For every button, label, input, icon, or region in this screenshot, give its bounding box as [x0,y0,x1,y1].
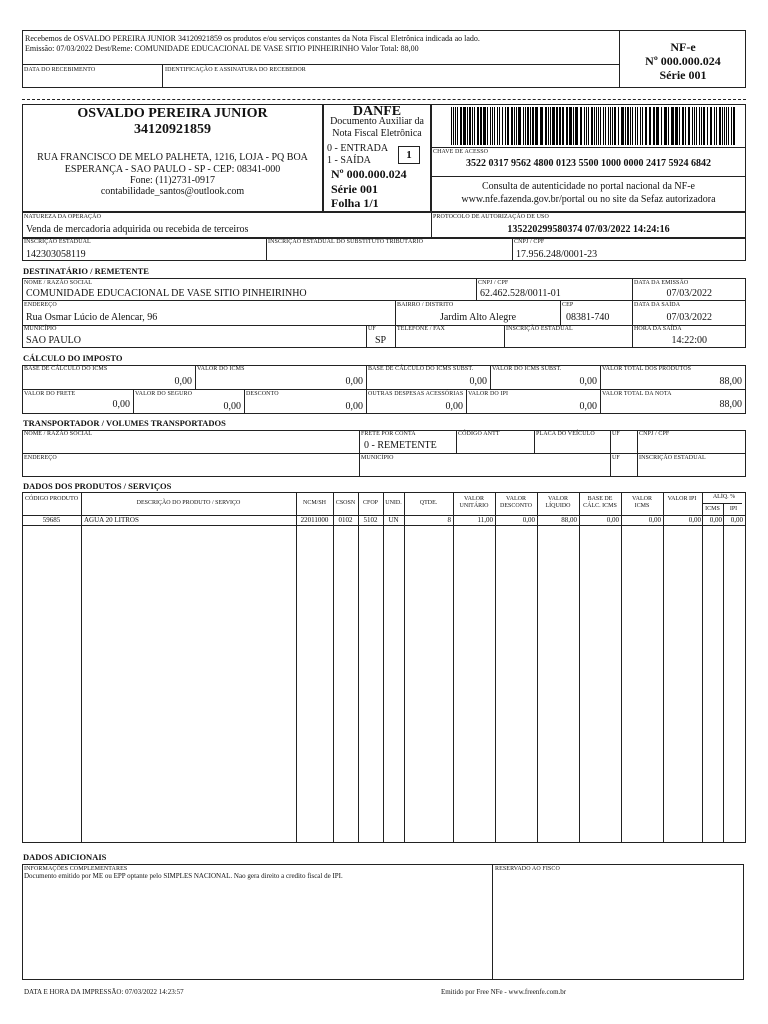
dest-nome: COMUNIDADE EDUCACIONAL DE VASE SITIO PINHEIRINHO [26,288,307,299]
dest-bairro: Jardim Alto Alegre [439,312,517,323]
dest-cnpj: 62.462.528/0011-01 [480,288,561,299]
transportador-section: TRANSPORTADOR / VOLUMES TRANSPORTADOS [23,418,226,428]
dest-uf: SP [374,335,387,346]
cell-aliq-icms: 0,00 [709,516,722,524]
col-unitario: VALOR UNITÁRIO [459,496,489,509]
info-complementares-text: Documento emitido por ME ou EPP optante pelo SIMPLES NACIONAL. Nao gera direito a credito fiscal de IPI. [24,872,343,880]
col-csosn: CSOSN [335,500,356,506]
dest-cnpj-label: CNPJ / CPF [478,280,509,286]
cut-line [22,99,746,100]
transp-uf-label: UF [612,431,620,437]
seguro-label: VALOR DO SEGURO [135,391,193,397]
dest-emissao-label: DATA DA EMISSÃO [634,280,689,286]
transp-ie-label: INSCRIÇÃO ESTADUAL [639,455,706,461]
barcode-image [451,107,737,145]
transp-placa-label: PLACA DO VEÍCULO [536,431,595,437]
frete-label: VALOR DO FRETE [24,391,76,397]
dest-saida-label: DATA DA SAÍDA [634,302,681,308]
cell-cfop: 5102 [363,516,378,524]
danfe-title: DANFE [352,104,402,119]
cell-icms: 0,00 [648,516,661,524]
col-descricao: DESCRIÇÃO DO PRODUTO / SERVIÇO [136,500,241,506]
data-impressao: DATA E HORA DA IMPRESSÃO: 07/03/2022 14:23:57 [24,988,184,996]
data-recebimento-label: DATA DO RECEBIMENTO [24,67,96,73]
col-aliq: ALÍQ. % [712,494,736,500]
cnpj-value: 17.956.248/0001-23 [516,249,598,260]
col-codigo: CÓDIGO PRODUTO [24,496,79,502]
reservado-fisco-label: RESERVADO AO FISCO [495,866,560,872]
col-icms: VALOR ICMS [632,496,652,509]
consulta-line-2: www.nfe.fazenda.gov.br/portal ou no site da Sefaz autorizadora [461,194,716,205]
canhoto-nfe-serie: Série 001 [659,68,707,82]
protocolo-value: 135220299580374 07/03/2022 14:24:16 [507,224,670,235]
chave-label: CHAVE DE ACESSO [433,149,489,155]
total-nota-label: VALOR TOTAL DA NOTA [602,391,672,397]
danfe-subtitle-2: Nota Fiscal Eletrônica [332,128,422,139]
cell-desconto: 0,00 [522,516,535,524]
emitente-cpf: 34120921859 [134,122,211,137]
consulta-line-1: Consulta de autenticidade no portal nacional da NF-e [482,181,695,192]
natureza-label: NATUREZA DA OPERAÇÃO [24,214,102,220]
emitente-endereco-2: ESPERANÇA - SAO PAULO - SP - CEP: 08341-000 [64,164,281,175]
frete-value: 0,00 [112,399,130,410]
col-aliq-icms: ICMS [705,506,720,512]
info-complementares-label: INFORMAÇÕES COMPLEMENTARES [24,866,128,872]
emitido-por: Emitido por Free NFe - www.freenfe.com.br [441,988,567,996]
total-produtos-value: 88,00 [719,376,742,387]
destinatario-section: DESTINATÁRIO / REMETENTE [23,266,149,276]
emitente-endereco-1: RUA FRANCISCO DE MELO PALHETA, 1216, LOJA - PQ BOA [37,152,308,163]
col-unid: UNID. [385,500,402,506]
produtos-section: DADOS DOS PRODUTOS / SERVIÇOS [23,481,172,491]
ipi-label: VALOR DO IPI [468,391,509,397]
transp-antt-label: CÓDIGO ANTT [458,431,500,437]
desconto-label: DESCONTO [246,391,279,397]
danfe-numero: Nº 000.000.024 [331,167,407,181]
valor-st-label: VALOR DO ICMS SUBST. [492,366,562,372]
base-st-label: BASE DE CÁLCULO DO ICMS SUBST. [368,366,474,372]
cell-liquido: 88,00 [561,516,577,524]
dest-cep-label: CEP [562,302,574,308]
ie-st-label: INSCRIÇÃO ESTADUAL DO SUBSTITUTO TRIBUTÁRIO [268,239,424,245]
danfe-saida: 1 - SAÍDA [327,155,371,166]
ie-value: 142303058119 [26,249,86,260]
emitente-nome: OSVALDO PEREIRA JUNIOR [77,106,268,121]
adicionais-section: DADOS ADICIONAIS [23,852,107,862]
danfe-tipo-box: 1 [398,146,420,164]
col-desconto: VALOR DESCONTO [500,496,532,509]
cnpj-label: CNPJ / CPF [514,239,545,245]
transp-cnpj-label: CNPJ / CPF [639,431,670,437]
ipi-value: 0,00 [579,401,597,412]
transp-endereco-label: ENDEREÇO [24,455,57,461]
cell-qtde: 8 [447,516,451,524]
dest-endereco-label: ENDEREÇO [24,302,57,308]
col-cfop: CFOP [362,500,378,506]
dest-bairro-label: BAIRRO / DISTRITO [397,302,454,308]
emitente-email: contabilidade_santos@outlook.com [100,186,245,197]
natureza-value: Venda de mercadoria adquirida ou recebida de terceiros [26,224,249,235]
col-ipi: VALOR IPI [667,496,697,502]
cell-base: 0,00 [606,516,619,524]
dest-saida: 07/03/2022 [666,312,712,323]
cell-csosn: 0102 [338,516,353,524]
col-aliq-ipi: IPI [729,506,738,512]
total-nota-value: 88,00 [719,399,742,410]
dest-municipio-label: MUNICÍPIO [24,326,57,332]
cell-codigo: 59685 [42,516,61,524]
dest-ie-label: INSCRIÇÃO ESTADUAL [506,326,573,332]
canhoto-text-1: Recebemos de OSVALDO PEREIRA JUNIOR 34120921859 os produtos e/ou serviços constantes da Nota Fiscal Eletrônica indicada ao lado. [25,34,480,43]
outras-label: OUTRAS DESPESAS ACESSÓRIAS [368,391,464,397]
transp-uf2-label: UF [612,455,620,461]
dest-emissao: 07/03/2022 [666,288,712,299]
base-icms-value: 0,00 [174,376,192,387]
col-base: BASE DE CÁLC. ICMS [583,496,617,509]
seguro-value: 0,00 [223,401,241,412]
danfe-entrada: 0 - ENTRADA [327,143,389,154]
valor-st-value: 0,00 [579,376,597,387]
dest-nome-label: NOME / RAZÃO SOCIAL [24,280,93,286]
chave-value: 3522 0317 9562 4800 0123 5500 1000 0000 2417 5924 6842 [466,158,711,169]
base-icms-label: BASE DE CÁLCULO DO ICMS [24,366,108,372]
col-liquido: VALOR LÍQUIDO [545,496,571,509]
desconto-value: 0,00 [345,401,363,412]
ie-label: INSCRIÇÃO ESTADUAL [24,239,91,245]
col-qtde: QTDE. [419,500,438,506]
transp-nome-label: NOME / RAZÃO SOCIAL [24,431,93,437]
cell-unid: UN [388,516,399,524]
dest-hora-label: HORA DA SAÍDA [634,326,682,332]
valor-icms-value: 0,00 [345,376,363,387]
cell-unitario: 11,00 [477,516,493,524]
produtos-table [22,492,746,843]
cell-descricao: AGUA 20 LITROS [84,516,139,524]
danfe-subtitle-1: Documento Auxiliar da [330,116,424,127]
total-produtos-label: VALOR TOTAL DOS PRODUTOS [602,366,692,372]
cell-ipi: 0,00 [688,516,701,524]
dest-fone-label: TELEFONE / FAX [397,326,445,332]
canhoto-nfe-numero: Nº 000.000.024 [645,54,721,68]
col-ncm: NCM/SH [302,500,326,506]
cell-ncm: 22011000 [300,516,329,524]
canhoto-nfe-label: NF-e [670,40,696,54]
assinatura-label: IDENTIFICAÇÃO E ASSINATURA DO RECEBEDOR [165,67,306,73]
danfe-serie: Série 001 [331,182,378,196]
dest-municipio: SAO PAULO [26,335,81,346]
imposto-section: CÁLCULO DO IMPOSTO [23,353,123,363]
dest-uf-label: UF [368,326,376,332]
dest-hora: 14:22:00 [671,335,707,346]
canhoto-text-2: Emissão: 07/03/2022 Dest/Reme: COMUNIDADE EDUCACIONAL DE VASE SITIO PINHEIRINHO Valor Total: 88,00 [25,44,419,53]
transp-frete-label: FRETE POR CONTA [361,431,416,437]
base-st-value: 0,00 [469,376,487,387]
danfe-folha: Folha 1/1 [331,196,379,210]
valor-icms-label: VALOR DO ICMS [197,366,245,372]
cell-aliq-ipi: 0,00 [730,516,743,524]
transp-frete-value: 0 - REMETENTE [364,440,437,451]
transp-municipio-label: MUNICÍPIO [361,455,394,461]
dest-endereco: Rua Osmar Lúcio de Alencar, 96 [26,312,158,323]
outras-value: 0,00 [445,401,463,412]
dest-cep: 08381-740 [566,312,610,323]
protocolo-label: PROTOCOLO DE AUTORIZAÇÃO DE USO [433,214,549,220]
emitente-fone: Fone: (11)2731-0917 [130,175,215,186]
